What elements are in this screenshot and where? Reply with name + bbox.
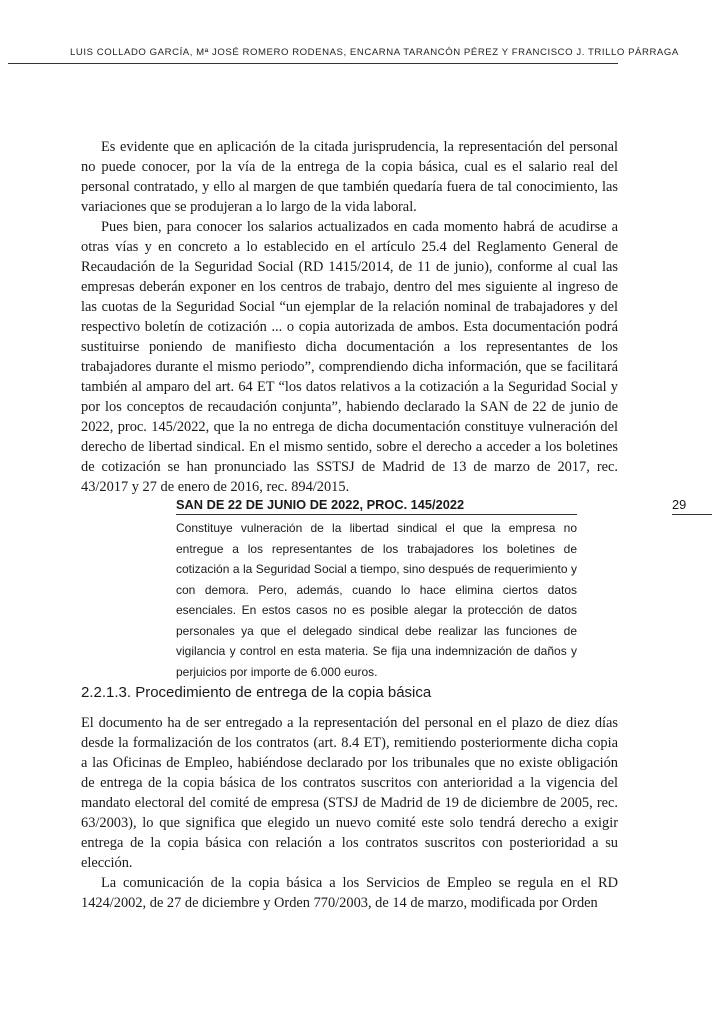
section-heading: 2.2.1.3. Procedimiento de entrega de la copia básica: [81, 684, 432, 701]
header-rule: [8, 63, 618, 64]
body-paragraph-1: [81, 137, 618, 217]
body-paragraph-1-text: Es evidente que en aplicación de la citada jurisprudencia, la representación del personal no puede conocer, por la vía de la entrega de la copia básica, cual es el salario real del personal contratado, y ello al margen de que también quedaría fuera de tal conocimiento, las variaciones que se produjeran a lo largo de la vida laboral.: [81, 139, 618, 215]
body-paragraph-2: [81, 217, 618, 497]
page-number: 29: [672, 497, 712, 515]
sidebox-text: Constituye vulneración de la libertad sindical el que la empresa no entregue a los representantes de los trabajadores los boletines de cotización a la Seguridad Social a tiempo, sino después de requerimiento y con demora. Pero, además, cuando lo hace elimina ciertos datos esenciales. En estos casos no es posible alegar la protección de datos personales ya que el delegado sindical debe realizar las funciones de vigilancia y control en esta materia. Se fija una indemnización de daños y perjuicios por importe de 6.000 euros.: [176, 521, 577, 679]
section-paragraph-1: El documento ha de ser entregado a la representación del personal en el plazo de diez días desde la formalización de los contratos (art. 8.4 ET), remitiendo posteriormente dicha copia a las Oficinas de Empleo, habiéndose declarado por los tribunales que no existe obligación de entrega de la copia básica de los contratos suscritos con anterioridad a la vigencia del mandato electoral del comité de empresa (STSJ de Madrid de 19 de diciembre de 2005, rec. 63/2003), lo que significa que elegido un nuevo comité este solo tendrá derecho a exigir entrega de la copia básica con relación a los contratos suscritos con posterioridad a su elección.: [81, 715, 618, 871]
sidebox-title: [176, 497, 577, 515]
body-paragraph-2-text: Pues bien, para conocer los salarios actualizados en cada momento habrá de acudirse a otras vías y en concreto a lo establecido en el artículo 25.4 del Reglamento General de Recaudación de la Seguridad Social (RD 1415/2014, de 11 de junio), conforme al cual las empresas deberán exponer en los centros de trabajo, dentro del mes siguiente al ingreso de las cuotas de la Seguridad Social “un ejemplar de la relación nominal de trabajadores y del respectivo boletín de cotización ... o copia autorizada de ambos. Esta documentación podrá sustituirse poniendo de manifiesto dicha documentación a los representantes de los trabajadores durante el mismo periodo”, comprendiendo dicha información, que se facilitará también al amparo del art. 64 ET “los datos relativos a la cotización a la Seguridad Social y por los conceptos de recaudación conjunta”, habiendo declarado la SAN de 22 de junio de 2022, proc. 145/2022, que la no entrega de dicha documentación constituye vulneración del derecho de libertad sindical. En el mismo sentido, sobre el derecho a acceder a los boletines de cotización se han pronunciado las SSTSJ de Madrid de 13 de marzo de 2017, rec. 43/2017 y 27 de enero de 2016, rec. 894/2015.: [81, 219, 618, 495]
section-paragraph-2-text: La comunicación de la copia básica a los Servicios de Empleo se regula en el RD 1424/2002, de 27 de diciembre y Orden 770/2003, de 14 de marzo, modificada por Orden: [81, 875, 618, 911]
running-header: LUIS COLLADO GARCÍA, Mª JOSÉ ROMERO RODENAS, ENCARNA TARANCÓN PÉREZ Y FRANCISCO J. TRILLO PÁRRAGA: [70, 47, 679, 58]
section-paragraph-2: [81, 873, 618, 913]
sidebox-title-text: SAN DE 22 DE JUNIO DE 2022, PROC. 145/2022: [176, 497, 465, 512]
